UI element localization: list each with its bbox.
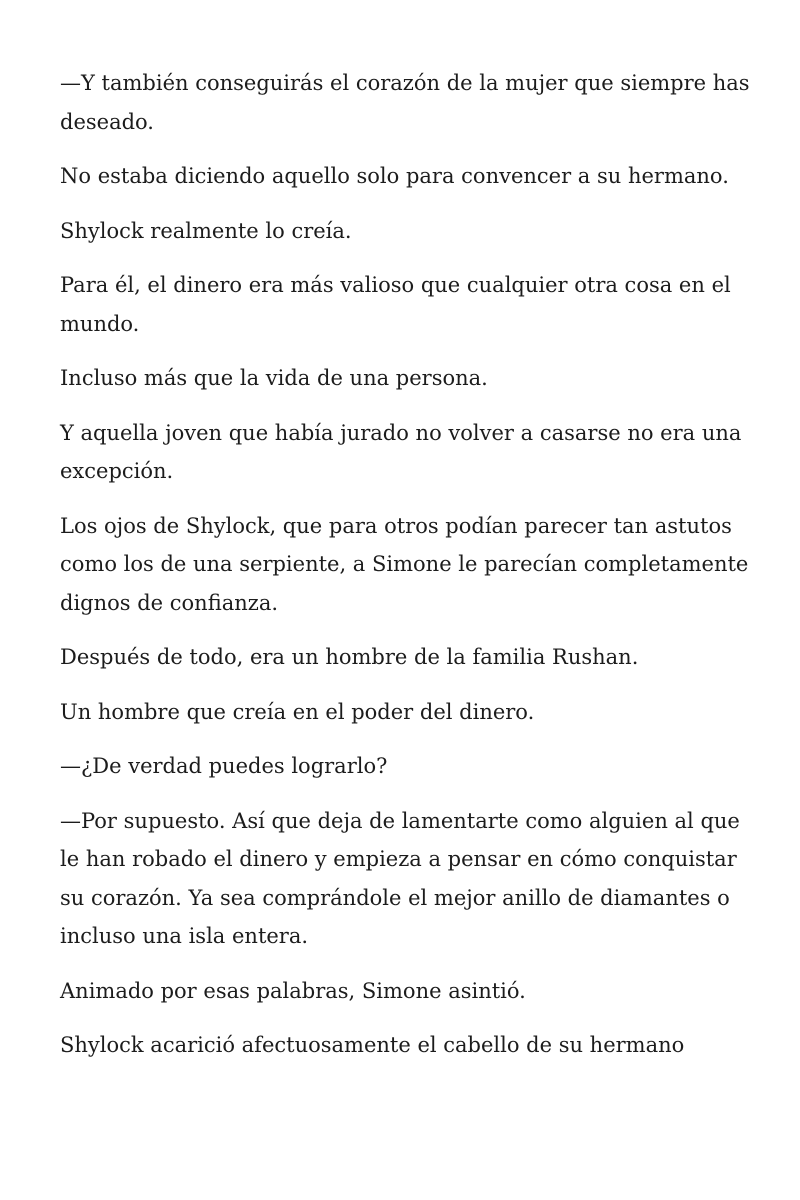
paragraph: Para él, el dinero era más valioso que cualquier otra cosa en el mundo. [60, 273, 731, 336]
paragraph: Shylock acarició afectuosamente el cabello de su hermano [60, 1033, 685, 1057]
paragraph: —Por supuesto. Así que deja de lamentarte como alguien al que le han robado el dinero y empieza a pensar en cómo conquistar su corazón. Ya sea comprándole el mejor anillo de diamantes o incluso una isla entera. [60, 808, 740, 948]
paragraph: Shylock realmente lo creía. [60, 218, 352, 243]
paragraph: Después de todo, era un hombre de la familia Rushan. [60, 645, 639, 669]
paragraph: Los ojos de Shylock, que para otros podían parecer tan astutos como los de una serpiente, a Simone le parecían completamente dignos de confianza. [60, 513, 749, 615]
paragraph: Un hombre que creía en el poder del dinero. [60, 699, 535, 724]
paragraph: Y aquella joven que había jurado no volver a casarse no era una excepción. [60, 420, 742, 483]
reader-page [60, 64, 750, 1081]
paragraph: Animado por esas palabras, Simone asintió. [60, 978, 526, 1003]
paragraph: —Y también conseguirás el corazón de la mujer que siempre has deseado. [60, 71, 750, 134]
paragraph: Incluso más que la vida de una persona. [60, 366, 488, 390]
paragraph: —¿De verdad puedes lograrlo? [60, 754, 388, 778]
paragraph: No estaba diciendo aquello solo para convencer a su hermano. [60, 164, 729, 188]
